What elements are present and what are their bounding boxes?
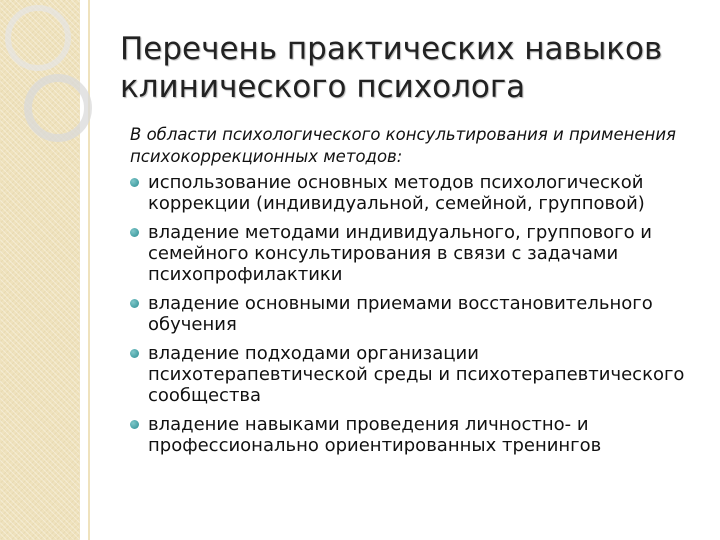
list-item bbox=[130, 414, 690, 456]
bullet-icon bbox=[130, 349, 139, 358]
list-item bbox=[130, 343, 690, 406]
list-item bbox=[130, 172, 690, 214]
list-item-text: владение навыками проведения личностно- и профессионально ориентированных тренингов bbox=[148, 414, 602, 456]
bullet-list bbox=[130, 172, 690, 456]
list-item-text: владение подходами организации психотерапевтической среды и психотерапевтического сообщества bbox=[148, 343, 685, 406]
bullet-icon bbox=[130, 228, 139, 237]
bullet-icon bbox=[130, 299, 139, 308]
list-item-text: владение основными приемами восстановительного обучения bbox=[148, 293, 653, 335]
intro-text: В области психологического консультирования и применения психокоррекционных методов: bbox=[130, 125, 676, 166]
slide-body bbox=[130, 124, 690, 464]
bullet-icon bbox=[130, 178, 139, 187]
decorative-rings bbox=[0, 0, 140, 220]
list-item bbox=[130, 222, 690, 285]
list-item bbox=[130, 293, 690, 335]
slide-title: Перечень практических навыков клинического психолога bbox=[120, 31, 663, 105]
list-item-text: владение методами индивидуального, группового и семейного консультирования в связи с задачами психопрофилактики bbox=[148, 222, 652, 285]
list-item-text: использование основных методов психологической коррекции (индивидуальной, семейной, групповой) bbox=[148, 172, 645, 214]
bullet-icon bbox=[130, 420, 139, 429]
